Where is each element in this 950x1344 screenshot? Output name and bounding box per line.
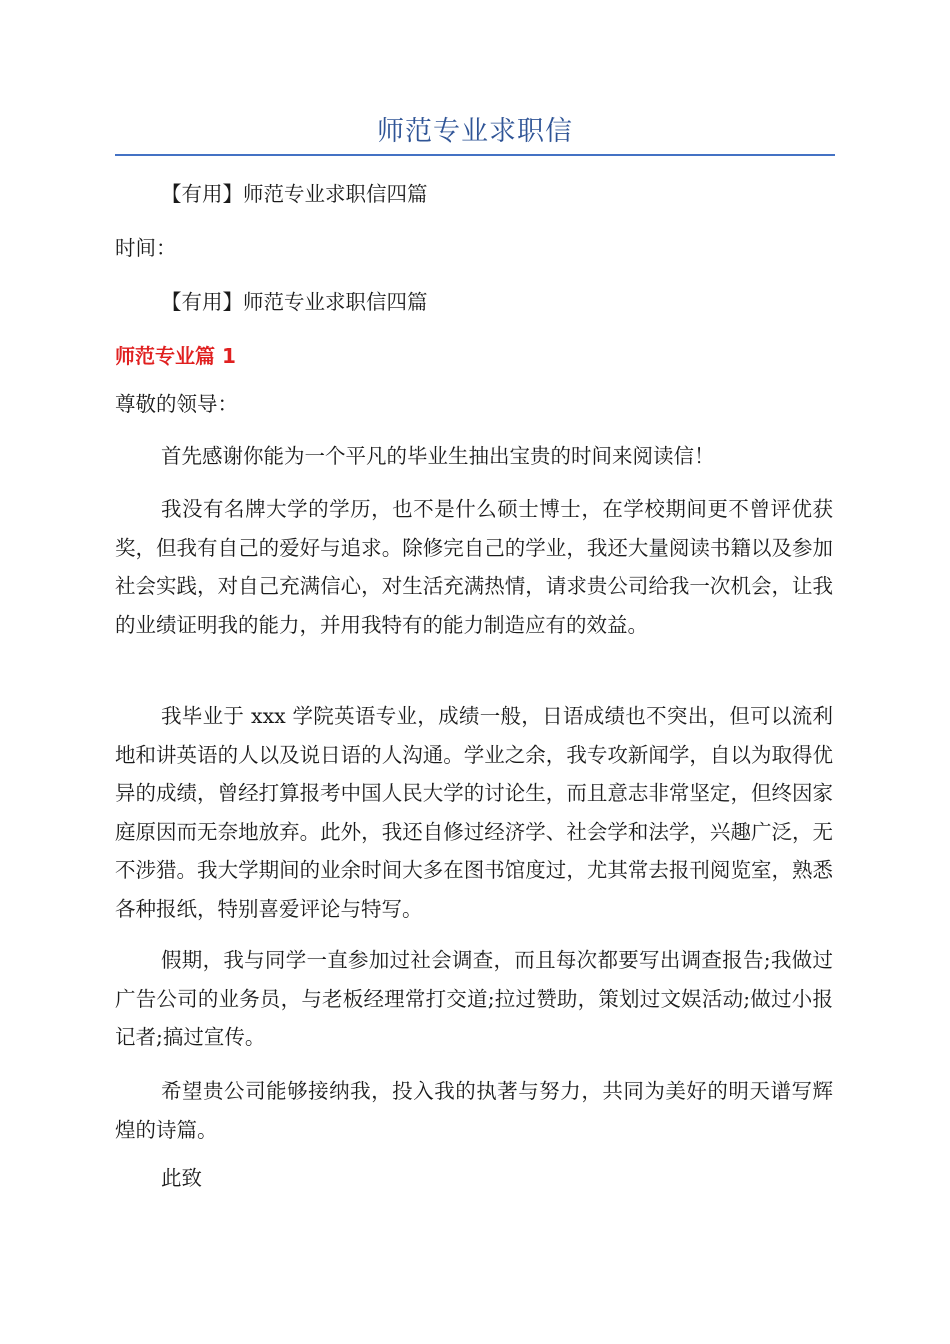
closing: 此致 <box>161 1166 202 1190</box>
document-title: 师范专业求职信 <box>377 116 573 147</box>
paragraph-2: 我没有名牌大学的学历，也不是什么硕士博士，在学校期间更不曾评优获奖，但我有自己的爱好与追求。除修完自己的学业，我还大量阅读书籍以及参加社会实践，对自己充满信心，对生活充满热情，请求贵公司给我一次机会，让我的业绩证明我的能力，并用我特有的能力制造应有的效益。 <box>115 497 833 637</box>
time-label: 时间： <box>115 236 177 260</box>
subtitle-1: 【有用】师范专业求职信四篇 <box>161 182 428 206</box>
paragraph-3: 我毕业于 xxx 学院英语专业，成绩一般，日语成绩也不突出，但可以流利地和讲英语的人以及说日语的人沟通。学业之余，我专攻新闻学，自以为取得优异的成绩，曾经打算报考中国人民大学的讨论生，而且意志非常坚定，但终因家庭原因而无奈地放弃。此外，我还自修过经济学、社会学和法学，兴趣广泛，无不涉猎。我大学期间的业余时间大多在图书馆度过，尤其常去报刊阅览室，熟悉各种报纸，特别喜爱评论与特写。 <box>115 704 833 921</box>
subtitle-2: 【有用】师范专业求职信四篇 <box>161 290 428 314</box>
salutation: 尊敬的领导： <box>115 392 238 416</box>
paragraph-5: 希望贵公司能够接纳我，投入我的执著与努力，共同为美好的明天谱写辉煌的诗篇。 <box>115 1079 833 1142</box>
title-underline <box>115 154 835 156</box>
section-heading: 师范专业篇 1 <box>115 344 236 368</box>
paragraph-4: 假期，我与同学一直参加过社会调查，而且每次都要写出调查报告;我做过广告公司的业务员，与老板经理常打交道;拉过赞助，策划过文娱活动;做过小报记者;搞过宣传。 <box>115 948 833 1049</box>
paragraph-1: 首先感谢你能为一个平凡的毕业生抽出宝贵的时间来阅读信！ <box>161 444 715 468</box>
